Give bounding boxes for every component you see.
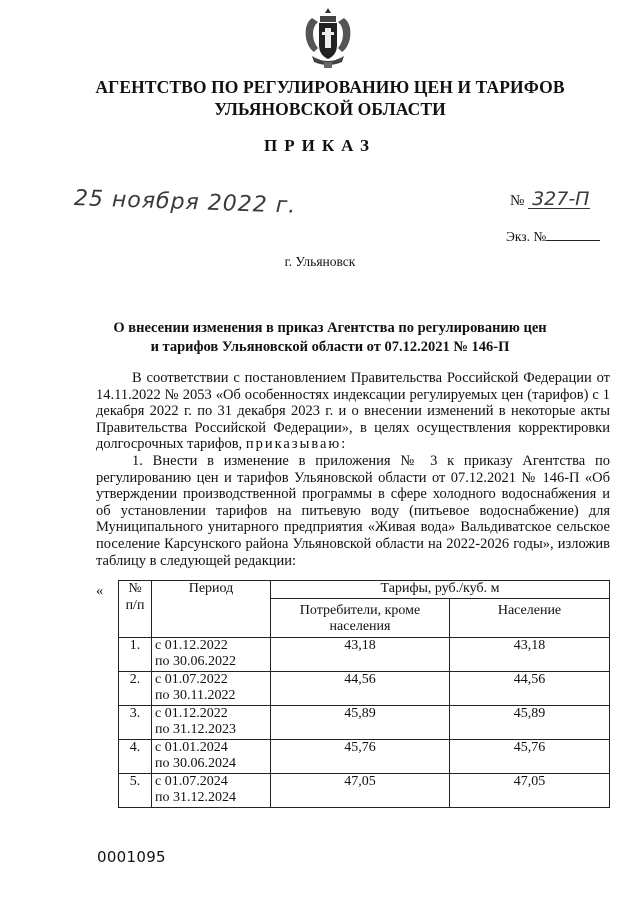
period-to: по 30.11.2022	[155, 688, 236, 703]
period-from: с 01.07.2024	[155, 773, 228, 789]
body-paragraph-1	[96, 370, 610, 453]
header-population: Население	[450, 598, 610, 637]
row-consumers-tariff: 45,76	[271, 739, 450, 773]
row-population-tariff: 45,89	[450, 705, 610, 739]
subject-line1: О внесении изменения в приказ Агентства по регулированию цен	[113, 320, 547, 336]
header-number: № п/п	[119, 581, 152, 638]
row-population-tariff: 44,56	[450, 671, 610, 705]
table-row	[119, 637, 610, 671]
order-keyword: приказываю:	[245, 436, 348, 453]
agency-title	[60, 76, 600, 120]
period-to: по 31.12.2024	[155, 790, 236, 805]
table-row	[119, 671, 610, 705]
table-body	[119, 637, 610, 807]
row-period	[152, 705, 271, 739]
subject-line2: и тарифов Ульяновской области от 07.12.2021 № 146-П	[150, 339, 510, 355]
row-population-tariff: 43,18	[450, 637, 610, 671]
row-population-tariff: 47,05	[450, 773, 610, 807]
copy-number	[506, 228, 600, 245]
row-number: 3.	[119, 705, 152, 739]
period-from: с 01.12.2022	[155, 637, 228, 653]
period-from: с 01.01.2024	[155, 739, 228, 755]
copy-blank-line	[546, 228, 600, 241]
order-subject	[80, 319, 580, 357]
tariff-table	[118, 580, 610, 808]
header-tariffs: Тарифы, руб./куб. м	[271, 581, 610, 599]
body-paragraph-2: 1. Внести в изменение в приложения № 3 к приказу Агентства по регулированию цен и тарифов Ульяновской области от 07.12.2021 № 146-П «Об утверждении производственной программы в сфере холодного водоснабжения и об установлении тарифов на питьевую воду (питьевое водоснабжение) для Муниципального унитарного предприятия «Живая вода» Вальдиватское сельское поселение Карсунского района Ульяновской области на 2022-2026 годы», изложив таблицу в следующей редакции:	[96, 452, 610, 569]
period-from: с 01.07.2022	[155, 671, 228, 687]
agency-title-line2: УЛЬЯНОВСКОЙ ОБЛАСТИ	[214, 99, 446, 119]
header-period: Период	[152, 581, 271, 638]
opening-quote: «	[96, 583, 104, 599]
table-row	[119, 773, 610, 807]
row-number: 5.	[119, 773, 152, 807]
row-consumers-tariff: 43,18	[271, 637, 450, 671]
period-to: по 31.12.2023	[155, 722, 236, 737]
row-consumers-tariff: 44,56	[271, 671, 450, 705]
row-period	[152, 637, 271, 671]
row-period	[152, 739, 271, 773]
copy-label: Экз. №	[506, 229, 547, 244]
period-to: по 30.06.2024	[155, 756, 236, 771]
row-number: 2.	[119, 671, 152, 705]
order-body	[96, 370, 610, 569]
header-consumers: Потребители, кроме населения	[271, 598, 450, 637]
handwritten-date: 25 ноября 2022 г.	[73, 186, 297, 219]
row-number: 1.	[119, 637, 152, 671]
doc-type-heading: ПРИКАЗ	[264, 136, 376, 155]
row-population-tariff: 45,76	[450, 739, 610, 773]
table-row	[119, 739, 610, 773]
handwritten-number: 327-П	[528, 190, 590, 209]
body-paragraph-1-text: В соответствии с постановлением Правительства Российской Федерации от 14.11.2022 № 2053 «Об особенностях индексации регулируемых цен (тарифов) с 1 декабря 2022 г. по 31 декабря 2023 г. и о внесении изменений в некоторые акты Правительства Российской Федерации», в целях осуществления корректировки долгосрочных тарифов,	[96, 370, 610, 453]
period-from: с 01.12.2022	[155, 705, 228, 721]
number-label: №	[510, 193, 525, 209]
city: г. Ульяновск	[284, 254, 356, 269]
serial-number: 0001095	[97, 848, 166, 866]
order-number	[510, 190, 590, 210]
table-header-row	[119, 581, 610, 599]
row-period	[152, 671, 271, 705]
period-to: по 30.06.2022	[155, 654, 236, 669]
agency-title-line1: АГЕНТСТВО ПО РЕГУЛИРОВАНИЮ ЦЕН И ТАРИФОВ	[95, 77, 565, 97]
row-consumers-tariff: 47,05	[271, 773, 450, 807]
row-period	[152, 773, 271, 807]
coat-of-arms-icon	[302, 6, 354, 70]
table-row	[119, 705, 610, 739]
row-number: 4.	[119, 739, 152, 773]
row-consumers-tariff: 45,89	[271, 705, 450, 739]
